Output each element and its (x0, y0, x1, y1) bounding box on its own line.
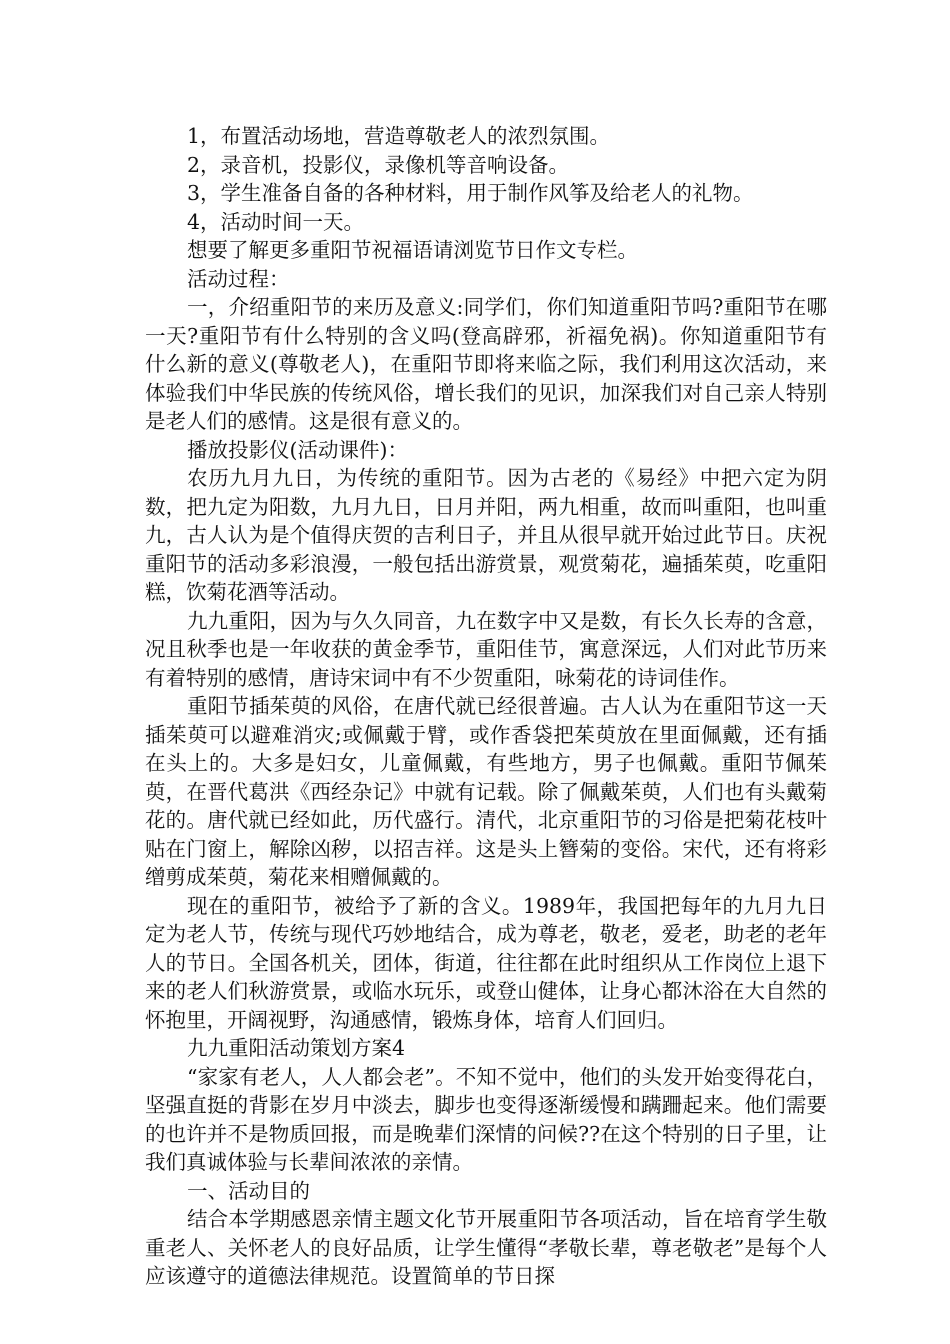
paragraph-prep-1: 1，布置活动场地，营造尊敬老人的浓烈氛围。 (187, 124, 611, 148)
paragraph-projector: 播放投影仪(活动课件)： (187, 437, 408, 462)
paragraph-more-info: 想要了解更多重阳节祝福语请浏览节日作文专栏。 (187, 238, 638, 262)
paragraph-plan-title: 九九重阳活动策划方案4 (187, 1036, 406, 1060)
paragraph-process-heading: 活动过程： (187, 266, 290, 291)
paragraph-prep-2: 2，录音机，投影仪，录像机等音响设备。 (187, 152, 570, 177)
paragraph-intro: 一，介绍重阳节的来历及意义:同学们，你们知道重阳节吗?重阳节在哪一天?重阳节有什么特别的含义吗(登高辟邪，祈福免祸)。你知道重阳节有什么新的意义(尊敬老人)，在重阳节即将来临之际，我们利用这次活动，来体验我们中华民族的传统风俗，增长我们的见识，加深我们对自己亲人特别是老人们的感情。这是很有意义的。 (145, 295, 827, 433)
paragraph-zhuyu-custom: 重阳节插茱萸的风俗，在唐代就已经很普遍。古人认为在重阳节这一天插茱萸可以避难消灾;或佩戴于臂，或作香袋把茱萸放在里面佩戴，还有插在头上的。大多是妇女，儿童佩戴，有些地方，男子也佩戴。重阳节佩茱萸，在晋代葛洪《西经杂记》中就有记载。除了佩戴茱萸，人们也有头戴菊花的。唐代就已经如此，历代盛行。清代，北京重阳节的习俗是把菊花枝叶贴在门窗上，解除凶秽，以招吉祥。这是头上簪菊的变俗。宋代，还有将彩缯剪成茱萸，菊花来相赠佩戴的。 (145, 694, 827, 889)
paragraph-prep-4: 4，活动时间一天。 (187, 209, 365, 234)
paragraph-origin: 农历九月九日，为传统的重阳节。因为古老的《易经》中把六定为阴数，把九定为阳数，九月九日，日月并阳，两九相重，故而叫重阳，也叫重九，古人认为是个值得庆贺的吉利日子，并且从很早就开始过此节日。庆祝重阳节的活动多彩浪漫，一般包括出游赏景，观赏菊花，遍插茱萸，吃重阳糕，饮菊花酒等活动。 (145, 466, 827, 604)
paragraph-prep-3: 3，学生准备自备的各种材料，用于制作风筝及给老人的礼物。 (187, 181, 754, 205)
paragraph-goal-body: 结合本学期感恩亲情主题文化节开展重阳节各项活动，旨在培育学生敬重老人、关怀老人的良好品质，让学生懂得“孝敬长辈，尊老敬老”是每个人应该遵守的道德法律规范。设置简单的节日探 (145, 1207, 827, 1288)
document-body (145, 122, 827, 1291)
paragraph-meaning: 九九重阳，因为与久久同音，九在数字中又是数，有长久长寿的含意，况且秋季也是一年收获的黄金季节，重阳佳节，寓意深远，人们对此节历来有着特别的感情，唐诗宋词中有不少贺重阳，咏菊花的诗词佳作。 (145, 608, 827, 690)
paragraph-goal-heading: 一、活动目的 (187, 1178, 310, 1203)
paragraph-elders-quote: “家家有老人，人人都会老”。不知不觉中，他们的头发开始变得花白，坚强直挺的背影在岁月中淡去，脚步也变得逐渐缓慢和蹒跚起来。他们需要的也许并不是物质回报，而是晚辈们深情的问候??在这个特别的日子里，让我们真诚体验与长辈间浓浓的亲情。 (145, 1064, 827, 1174)
paragraph-modern: 现在的重阳节，被给予了新的含义。1989年，我国把每年的九月九日定为老人节，传统与现代巧妙地结合，成为尊老，敬老，爱老，助老的老年人的节日。全国各机关，团体，街道，往往都在此时组织从工作岗位上退下来的老人们秋游赏景，或临水玩乐，或登山健体，让身心都沐浴在大自然的怀抱里，开阔视野，沟通感情，锻炼身体，培育人们回归。 (145, 893, 827, 1032)
